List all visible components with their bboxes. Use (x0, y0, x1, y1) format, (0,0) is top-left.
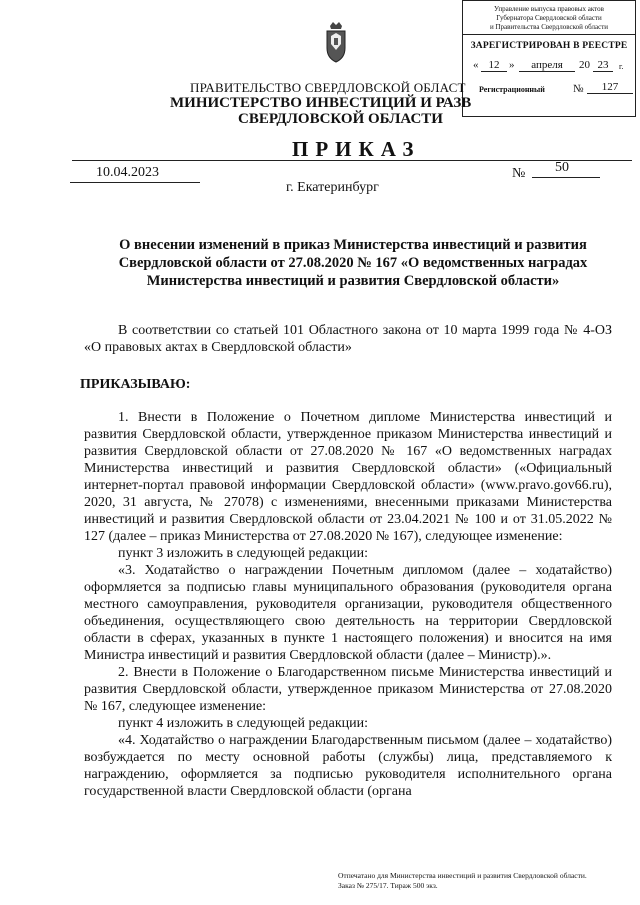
stamp-day: 12 (481, 59, 507, 72)
document-number: 50 (555, 160, 569, 175)
number-underline (532, 177, 600, 178)
stamp-year-prefix: 20 (579, 59, 590, 71)
date-underline (70, 182, 200, 183)
document-body (80, 322, 612, 800)
paragraph-2-sub: пункт 4 изложить в следующей редакции: (118, 716, 368, 731)
stamp-date (473, 59, 629, 75)
stamp-header (463, 1, 635, 35)
stamp-header-line: Губернатора Свердловской области (496, 14, 602, 22)
stamp-reg-label: Регистрационный (479, 85, 545, 94)
stamp-month: апреля (519, 59, 575, 72)
paragraph-1-quote: «3. Ходатайство о награждении Почетным дипломом (далее – ходатайство) оформляется за подписью главы муниципального образования (руководителя органа местного самоуправления, руководителя организации, руководителя общественного объединения, осуществляющего свою деятельность на территории Свердловской области в сферах, указанных в пункте 1 настоящего положения) и вносится на имя Министра инвестиций и развития Свердловской области (далее – Министр).». (84, 563, 612, 663)
org-line-ministry: МИНИСТЕРСТВО ИНВЕСТИЦИЙ И РАЗВ (170, 95, 472, 111)
stamp-reg-number: 127 (587, 81, 633, 94)
paragraph-1-sub: пункт 3 изложить в следующей редакции: (118, 546, 368, 561)
print-imprint (338, 871, 628, 891)
stamp-title: ЗАРЕГИСТРИРОВАН В РЕЕСТРЕ (470, 41, 628, 51)
stamp-year-unit: г. (619, 62, 624, 71)
org-line-region: СВЕРДЛОВСКОЙ ОБЛАСТИ (238, 111, 443, 127)
stamp-header-line: Управление выпуска правовых актов (494, 5, 604, 13)
stamp-quote-close: » (509, 59, 515, 71)
number-label: № (512, 166, 526, 181)
stamp-quote-open: « (473, 59, 479, 71)
document-title: О внесении изменений в приказ Министерства инвестиций и развития Свердловской области от 27.08.2020 № 167 «О ведомственных наградах Министерства инвестиций и развития Свердловской области» (118, 237, 588, 289)
preamble-paragraph: В соответствии со статьей 101 Областного закона от 10 марта 1999 года № 4-ОЗ «О правовых актах в Свердловской области» (84, 323, 612, 355)
document-type: ПРИКАЗ (292, 137, 421, 161)
document-city: г. Екатеринбург (286, 180, 379, 195)
registry-stamp (462, 0, 636, 117)
stamp-year-suffix: 23 (593, 59, 613, 72)
header-divider (72, 160, 632, 161)
imprint-line: Заказ № 275/17. Тираж 500 экз. (338, 881, 438, 890)
org-line-government: ПРАВИТЕЛЬСТВО СВЕРДЛОВСКОЙ ОБЛАСТ (190, 80, 466, 95)
coat-of-arms-icon (322, 20, 350, 64)
document-date: 10.04.2023 (96, 165, 159, 180)
paragraph-2: 2. Внести в Положение о Благодарственном письме Министерства инвестиций и развития Свердловской области, утвержденное приказом Министерства от 27.08.2020 № 167, следующее изменение: (84, 665, 612, 714)
imprint-line: Отпечатано для Министерства инвестиций и развития Свердловской области. (338, 871, 587, 880)
stamp-no-sign: № (573, 83, 584, 95)
stamp-header-line: и Правительства Свердловской области (489, 23, 609, 31)
paragraph-2-quote: «4. Ходатайство о награждении Благодарственным письмом (далее – ходатайство) возбуждается по месту основной работы (службы) лица, представляемого к награждению, оформляется за подписью руководителя исполнительного органа государственной власти Свердловской области (органа (84, 733, 612, 799)
paragraph-1: 1. Внести в Положение о Почетном дипломе Министерства инвестиций и развития Свердловской области, утвержденное приказом Министерства инвестиций и развития Свердловской области от 27.08.2020 № 167 «О ведомственных наградах Министерства инвестиций и развития Свердловской области» («Официальный интернет-портал правовой информации Свердловской области» (www.pravo.gov66.ru), 2020, 31 августа, № 27078) с изменениями, внесенными приказами Министерства инвестиций и развития Свердловской области от 23.04.2021 № 100 и от 31.05.2022 № 127 (далее – приказ Министерства от 27.08.2020 № 167), следующее изменение: (84, 410, 612, 544)
decree-heading: ПРИКАЗЫВАЮ: (80, 377, 191, 392)
